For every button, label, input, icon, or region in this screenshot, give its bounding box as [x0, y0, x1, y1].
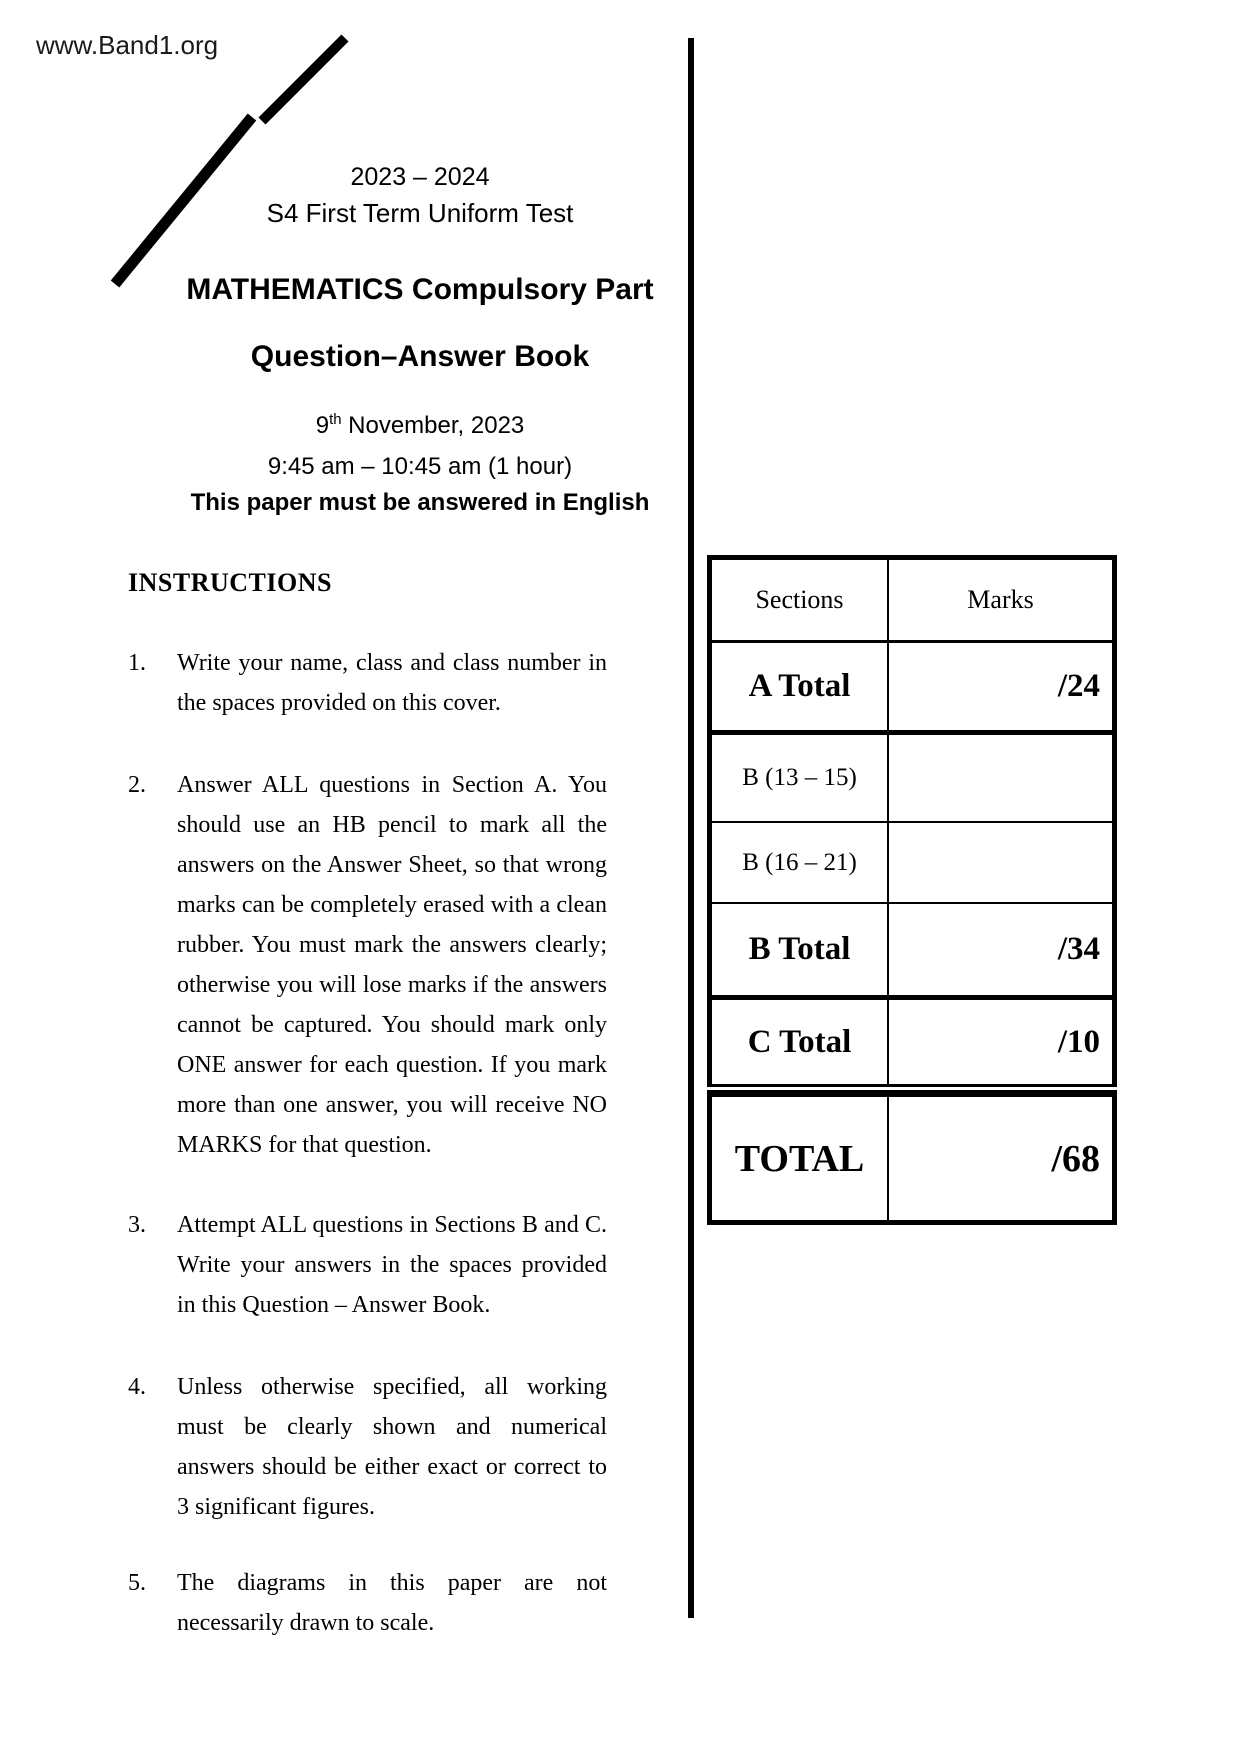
exam-date-ordinal: th	[329, 412, 342, 428]
table-row-b-total	[712, 904, 1112, 1000]
total-label: TOTAL	[712, 1097, 889, 1220]
section-label: B (13 – 15)	[712, 735, 889, 821]
table-row-b16-21	[712, 823, 1112, 904]
instruction-item-5	[128, 1563, 610, 1643]
marks-value: /34	[1057, 931, 1100, 967]
table-row-a-total	[712, 643, 1112, 735]
instruction-number: 5.	[128, 1570, 146, 1596]
instruction-item-2	[128, 765, 610, 1165]
instruction-number: 2.	[128, 772, 146, 798]
exam-time: 9:45 am – 10:45 am (1 hour)	[267, 453, 573, 480]
instruction-text: Attempt ALL questions in Sections B and C. Write your answers in the spaces provided in this Question – Answer Book.	[177, 1212, 607, 1318]
marks-table	[707, 555, 1117, 1087]
section-label: B Total	[712, 904, 889, 995]
instruction-text: Write your name, class and class number in the spaces provided on this cover.	[177, 650, 607, 716]
instruction-text: The diagrams in this paper are not necessarily drawn to scale.	[177, 1570, 607, 1636]
table-row-c-total	[712, 1000, 1112, 1084]
exam-date	[95, 412, 745, 441]
total-marks-value: /68	[1051, 1137, 1100, 1180]
section-label: A Total	[712, 643, 889, 730]
section-label: C Total	[712, 1000, 889, 1084]
instruction-number: 4.	[128, 1374, 146, 1400]
marks-value	[889, 735, 1112, 821]
section-label: B (16 – 21)	[712, 823, 889, 902]
test-name: S4 First Term Uniform Test	[266, 198, 574, 228]
instruction-number: 1.	[128, 650, 146, 676]
marks-table-header-row	[712, 560, 1112, 643]
instructions-heading: INSTRUCTIONS	[128, 568, 332, 597]
year-range: 2023 – 2024	[350, 163, 490, 191]
instruction-text: Answer ALL questions in Section A. You should use an HB pencil to mark all the answers on the Answer Sheet, so that wrong marks can be completely erased with a clean rubber. You must mark the answers clearly; otherwise you will lose marks if the answers cannot be captured. You should mark only ONE answer for each question. If you mark more than one answer, you will receive NO MARKS for that question.	[177, 772, 607, 1158]
vertical-divider	[688, 38, 694, 1618]
instruction-item-1	[128, 643, 610, 723]
marks-value: /24	[1057, 668, 1100, 704]
table-row-b13-15	[712, 735, 1112, 823]
instruction-item-4	[128, 1367, 610, 1527]
subject-title: MATHEMATICS Compulsory Part	[186, 273, 654, 306]
instruction-text: Unless otherwise specified, all working must be clearly shown and numerical answers should be either exact or correct to 3 significant figures.	[177, 1374, 607, 1520]
book-type-title: Question–Answer Book	[250, 340, 590, 373]
marks-value	[889, 823, 1112, 902]
language-note: This paper must be answered in English	[190, 489, 650, 516]
exam-date-rest: November, 2023	[341, 412, 525, 439]
table-row-grand-total	[707, 1090, 1117, 1225]
instruction-item-3	[128, 1205, 610, 1325]
sections-column-header: Sections	[712, 560, 889, 640]
site-watermark: www.Band1.org	[36, 30, 219, 60]
exam-date-day: 9	[315, 412, 330, 439]
marks-value: /10	[1057, 1023, 1100, 1060]
marks-column-header: Marks	[967, 585, 1034, 614]
instruction-number: 3.	[128, 1212, 146, 1238]
